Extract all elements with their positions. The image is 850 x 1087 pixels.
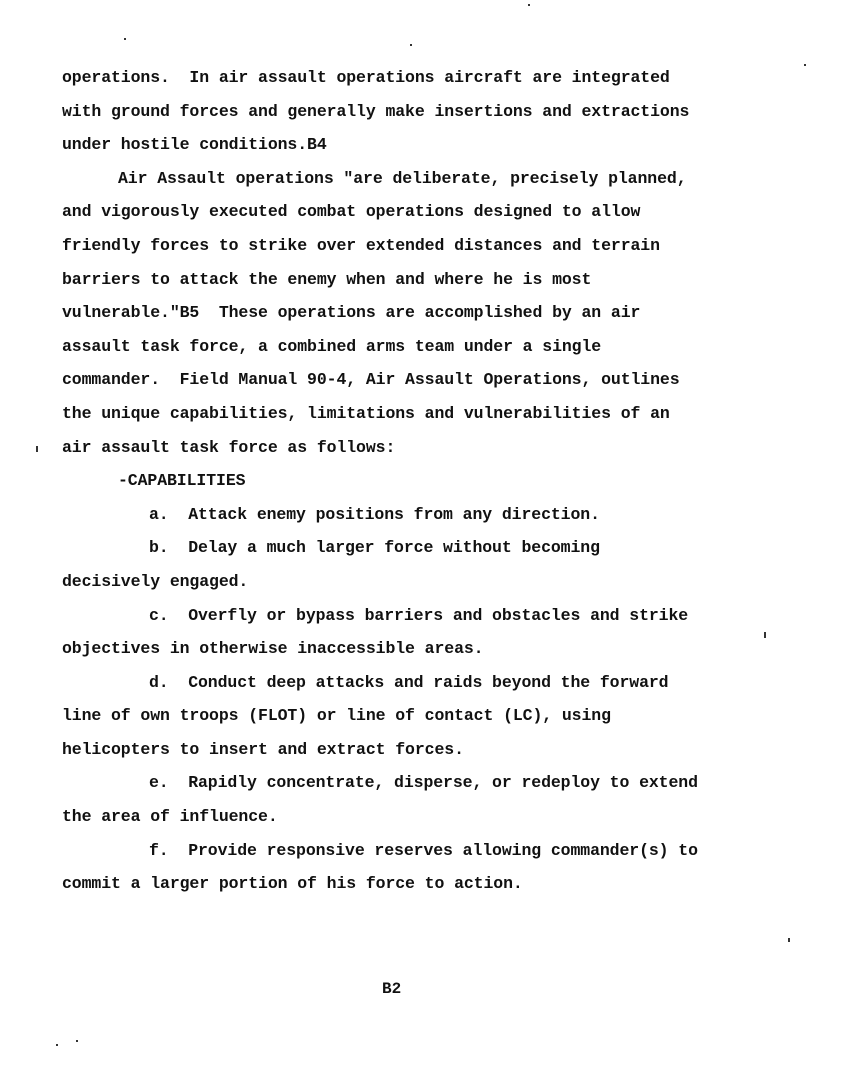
list-item <box>0 599 850 666</box>
scan-speck <box>124 38 126 40</box>
scan-speck <box>788 938 790 942</box>
text-line: vulnerable."B5 These operations are accomplished by an air <box>62 303 641 323</box>
page-number: B2 <box>382 980 402 998</box>
capabilities-list <box>0 498 850 901</box>
text-line: the area of influence. <box>62 807 278 827</box>
text-line: assault task force, a combined arms team under a single <box>62 336 602 356</box>
text-line: e. Rapidly concentrate, disperse, or redeploy to extend <box>149 773 698 793</box>
scan-speck <box>764 632 766 638</box>
text-line: objectives in otherwise inaccessible areas. <box>62 639 484 659</box>
text-line: d. Conduct deep attacks and raids beyond the forward <box>149 672 669 692</box>
intro-paragraph <box>0 61 850 162</box>
text-line: line of own troops (FLOT) or line of contact (LC), using <box>62 706 611 726</box>
list-item <box>0 666 850 767</box>
quote-paragraph <box>0 162 850 464</box>
text-line: commander. Field Manual 90-4, Air Assault Operations, outlines <box>62 370 680 390</box>
text-line: barriers to attack the enemy when and where he is most <box>62 269 592 289</box>
list-item <box>0 834 850 901</box>
text-line: a. Attack enemy positions from any direction. <box>149 504 600 524</box>
text-line: f. Provide responsive reserves allowing commander(s) to <box>149 840 698 860</box>
text-line: the unique capabilities, limitations and vulnerabilities of an <box>62 403 670 423</box>
scan-speck <box>528 4 530 6</box>
text-line: operations. In air assault operations aircraft are integrated <box>62 68 670 87</box>
text-line: friendly forces to strike over extended distances and terrain <box>62 235 660 255</box>
text-line: decisively engaged. <box>62 571 249 591</box>
list-item <box>0 766 850 833</box>
scan-speck <box>804 64 806 66</box>
text-line: c. Overfly or bypass barriers and obstacles and strike <box>149 605 689 625</box>
scan-speck <box>76 1040 78 1042</box>
text-line: commit a larger portion of his force to action. <box>62 874 523 894</box>
text-line: and vigorously executed combat operations designed to allow <box>62 202 641 222</box>
list-item <box>0 531 850 598</box>
scan-speck <box>36 446 38 452</box>
text-line: helicopters to insert and extract forces. <box>62 739 464 759</box>
text-line: b. Delay a much larger force without becoming <box>149 538 600 558</box>
scan-speck <box>410 44 412 46</box>
document-body <box>0 61 850 901</box>
text-line: Air Assault operations "are deliberate, precisely planned, <box>118 168 687 188</box>
list-item <box>0 498 850 532</box>
text-line: under hostile conditions.B4 <box>62 135 327 155</box>
text-line: air assault task force as follows: <box>62 437 396 457</box>
section-heading: -CAPABILITIES <box>118 471 246 491</box>
scan-speck <box>56 1044 58 1046</box>
text-line: with ground forces and generally make insertions and extractions <box>62 101 690 121</box>
